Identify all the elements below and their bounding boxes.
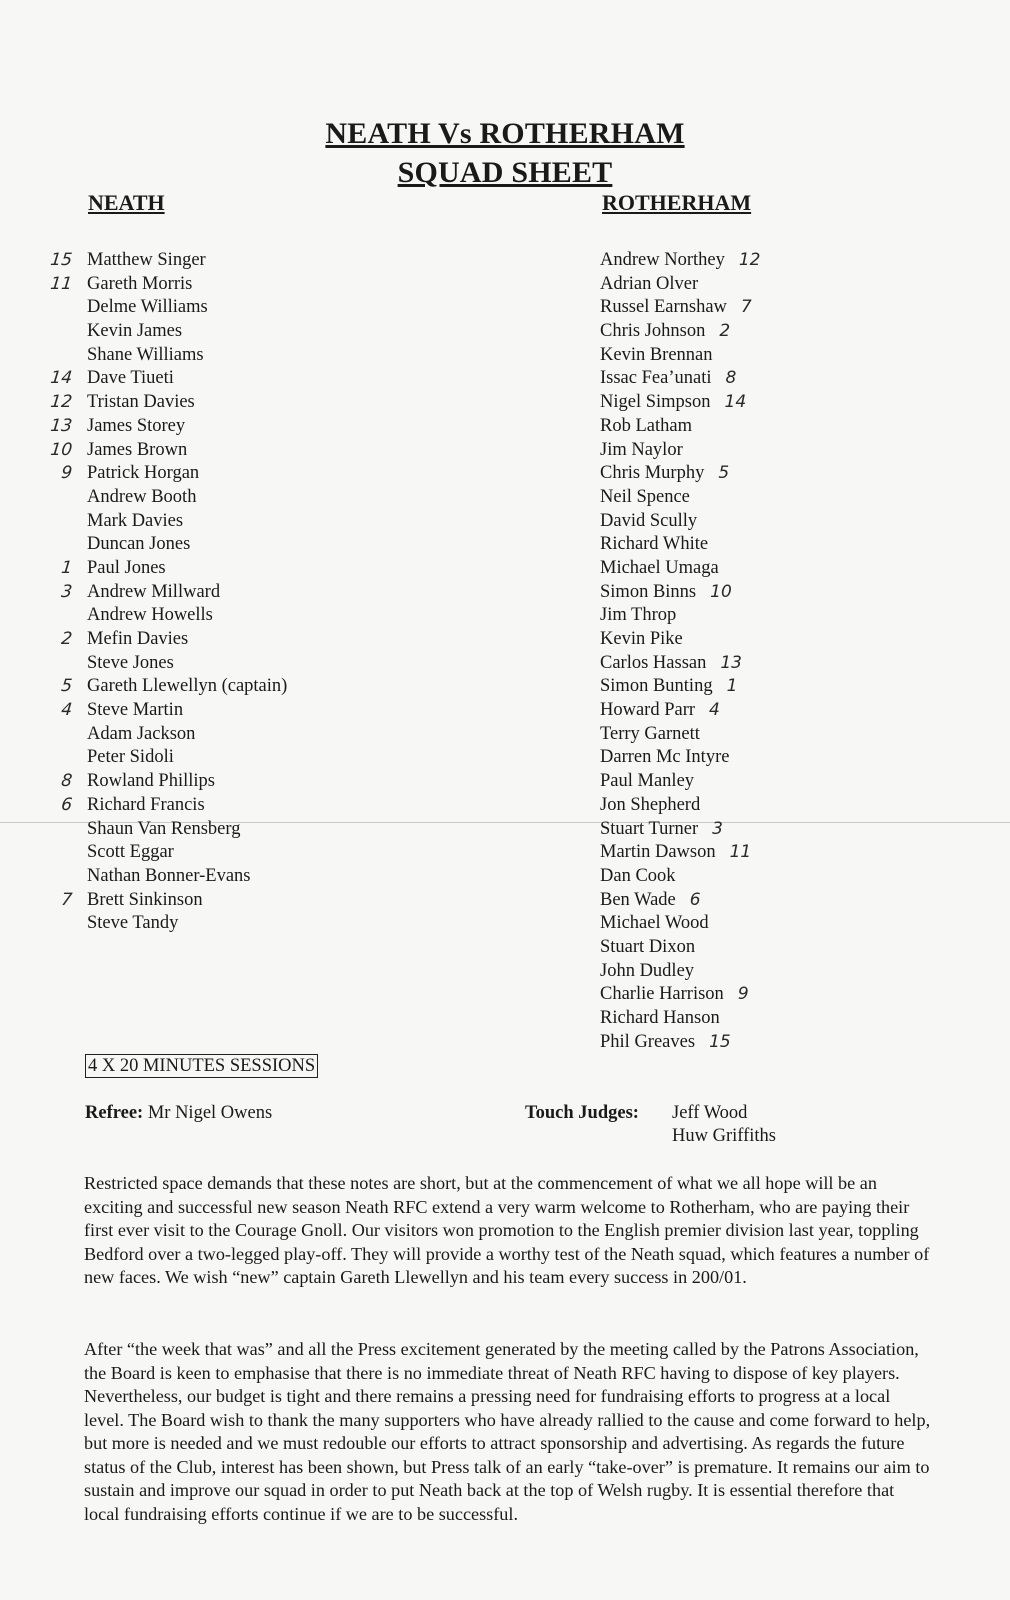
- player-row: [0, 652, 1010, 676]
- player-name: Chris Johnson: [600, 321, 706, 342]
- player-name: Jon Shepherd: [600, 794, 701, 815]
- player-row: [0, 1031, 1010, 1055]
- player-name: Shane Williams: [87, 344, 204, 365]
- player-entry: [600, 273, 712, 297]
- shirt-number: 2: [60, 629, 74, 649]
- player-name: Stuart Dixon: [600, 936, 696, 957]
- player-row: [0, 889, 1010, 913]
- player-name: Jim Throp: [600, 605, 677, 626]
- player-entry: [600, 367, 736, 391]
- player-name: Issac Fea’unati: [600, 368, 712, 389]
- player-name: Dan Cook: [600, 865, 676, 886]
- player-row: [0, 960, 1010, 984]
- shirt-number: 6: [689, 889, 701, 910]
- player-name: Simon Binns: [600, 581, 697, 602]
- player-entry: [600, 296, 752, 320]
- player-entry: [600, 462, 729, 486]
- player-name: Rob Latham: [600, 415, 692, 436]
- player-row: [0, 699, 1010, 723]
- player-row: [0, 415, 1010, 439]
- player-row: [0, 581, 1010, 605]
- player-entry: [600, 675, 737, 699]
- player-name: Jim Naylor: [600, 439, 683, 460]
- player-row: [0, 628, 1010, 652]
- player-name: Patrick Horgan: [87, 463, 200, 484]
- shirt-number: 1: [726, 676, 738, 697]
- player-row: [0, 841, 1010, 865]
- player-name: Paul Jones: [87, 557, 166, 578]
- player-entry: [600, 533, 722, 557]
- player-name: Steve Tandy: [87, 913, 179, 934]
- player-row: [0, 439, 1010, 463]
- player-row: [0, 770, 1010, 794]
- player-name: Michael Wood: [600, 913, 709, 934]
- player-name: Peter Sidoli: [87, 747, 174, 768]
- player-name: James Brown: [87, 439, 188, 460]
- player-entry: [600, 794, 714, 818]
- player-name: Martin Dawson: [600, 842, 716, 863]
- player-entry: [600, 770, 708, 794]
- player-name: Steve Jones: [87, 652, 174, 673]
- player-entry: [600, 557, 733, 581]
- player-row: [0, 983, 1010, 1007]
- player-name: Tristan Davies: [87, 392, 195, 413]
- player-name: Phil Greaves: [600, 1031, 696, 1052]
- player-entry: [600, 746, 743, 770]
- player-entry: [600, 912, 723, 936]
- player-entry: [600, 415, 706, 439]
- touch-judge-1: Jeff Wood: [672, 1103, 748, 1123]
- player-row: [0, 462, 1010, 486]
- player-name: Russel Earnshaw: [600, 297, 727, 318]
- player-name: Simon Bunting: [600, 676, 713, 697]
- player-name: Kevin Brennan: [600, 344, 713, 365]
- shirt-number: 4: [60, 700, 74, 721]
- player-row: [0, 818, 1010, 842]
- rotherham-roster: [0, 249, 1010, 1054]
- player-entry: [600, 604, 690, 628]
- shirt-number: 8: [60, 771, 74, 792]
- shirt-number: 14: [49, 368, 74, 389]
- page-subtitle: SQUAD SHEET: [397, 156, 613, 189]
- referee-label: Refree:: [85, 1103, 144, 1123]
- neath-heading: NEATH: [88, 190, 165, 215]
- player-entry: [600, 960, 708, 984]
- player-name: Richard White: [600, 534, 709, 555]
- player-name: Neil Spence: [600, 486, 690, 507]
- touch-judges-label: [525, 1102, 639, 1125]
- player-row: [0, 533, 1010, 557]
- shirt-number: 2: [719, 321, 731, 342]
- player-name: Nigel Simpson: [600, 392, 711, 413]
- player-name: Paul Manley: [600, 771, 695, 792]
- player-entry: [600, 652, 742, 676]
- notes-paragraph-2: After “the week that was” and all the Press excitement generated by the meeting called by the Patrons Association, the Board is keen to emphasise that there is no immediate threat of Neath RFC having to dispose of key players. Nevertheless, our budget is tight and there remains a pressing need for fundraising efforts to progress at a local level. The Board wish to thank the many supporters who have already rallied to the cause and come forward to help, but more is needed and we must redouble our efforts to attract sponsorship and advertising. As regards the future status of the Club, interest has been shown, but Press talk of an early “take-over” is premature. It remains our aim to sustain and improve our squad in order to put Neath back at the top of Welsh rugby. It is essential therefore that local fundraising efforts continue if we are to be successful.: [84, 1339, 931, 1524]
- player-entry: [600, 889, 701, 913]
- shirt-number: 4: [709, 700, 720, 721]
- shirt-number: 15: [709, 1031, 731, 1052]
- player-name: Andrew Millward: [87, 581, 221, 602]
- player-name: Mark Davies: [87, 510, 184, 531]
- shirt-number: 5: [718, 463, 730, 484]
- player-name: David Scully: [600, 510, 698, 531]
- shirt-number: 3: [712, 818, 723, 839]
- shirt-number: 7: [60, 889, 74, 910]
- player-name: John Dudley: [600, 960, 695, 981]
- player-row: [0, 912, 1010, 936]
- player-row: [0, 794, 1010, 818]
- player-row: [0, 675, 1010, 699]
- player-row: [0, 1007, 1010, 1031]
- shirt-number: 14: [724, 392, 747, 413]
- player-entry: [600, 510, 711, 534]
- touch-judges-names: [672, 1102, 776, 1148]
- player-entry: [600, 628, 697, 652]
- notes-paragraph-1: Restricted space demands that these notes are short, but at the commencement of what we all hope will be an exciting and successful new season Neath RFC extend a very warm welcome to Rotherham, who are paying their first ever visit to the Courage Gnoll. Our visitors won promotion to the English premier division last year, toppling Bedford over a two-legged play-off. They will provide a worthy test of the Neath squad, which features a number of new faces. We wish “new” captain Gareth Llewellyn and his team every success in 200/01.: [84, 1173, 930, 1287]
- player-row: [0, 273, 1010, 297]
- player-name: Carlos Hassan: [600, 652, 707, 673]
- player-row: [0, 865, 1010, 889]
- sessions-box: 4 X 20 MINUTES SESSIONS: [85, 1054, 318, 1078]
- rotherham-heading: ROTHERHAM: [602, 190, 752, 215]
- player-name: Adam Jackson: [87, 723, 196, 744]
- player-row: [0, 344, 1010, 368]
- player-row: [0, 296, 1010, 320]
- player-row: [0, 367, 1010, 391]
- player-row: [0, 557, 1010, 581]
- shirt-number: 10: [49, 439, 74, 460]
- player-entry: [600, 983, 749, 1007]
- player-name: Gareth Llewellyn (captain): [87, 676, 288, 697]
- player-row: [0, 249, 1010, 273]
- player-name: Matthew Singer: [87, 250, 206, 270]
- player-entry: [600, 1007, 734, 1031]
- shirt-number: 11: [49, 273, 74, 294]
- referee-line: [85, 1102, 272, 1125]
- player-entry: [600, 439, 697, 463]
- player-name: Delme Williams: [87, 297, 208, 318]
- shirt-number: 12: [49, 392, 74, 413]
- player-name: Ben Wade: [600, 889, 676, 910]
- player-entry: [600, 486, 704, 510]
- player-name: Shaun Van Rensberg: [87, 818, 241, 839]
- player-entry: [600, 865, 690, 889]
- player-entry: [600, 320, 730, 344]
- player-name: Charlie Harrison: [600, 984, 724, 1005]
- player-row: [0, 391, 1010, 415]
- shirt-number: 9: [737, 984, 749, 1005]
- shirt-number: 8: [725, 368, 737, 389]
- player-entry: [600, 1031, 731, 1055]
- player-name: Andrew Northey: [600, 250, 725, 270]
- player-name: Howard Parr: [600, 700, 696, 721]
- player-name: Rowland Phillips: [87, 771, 215, 792]
- player-entry: [600, 391, 746, 415]
- player-row: [0, 936, 1010, 960]
- shirt-number: 3: [60, 581, 74, 602]
- player-row: [0, 604, 1010, 628]
- touch-judges-label-text: Touch Judges:: [525, 1103, 639, 1123]
- player-name: Scott Eggar: [87, 842, 174, 863]
- player-name: Dave Tiueti: [87, 368, 174, 389]
- player-name: Andrew Howells: [87, 605, 213, 626]
- shirt-number: 13: [49, 415, 74, 436]
- player-entry: [600, 344, 727, 368]
- referee-name: Mr Nigel Owens: [147, 1103, 273, 1123]
- player-name: James Storey: [87, 415, 186, 436]
- player-name: Stuart Turner: [600, 818, 699, 839]
- shirt-number: 12: [738, 250, 761, 270]
- shirt-number: 1: [60, 557, 74, 578]
- player-name: Nathan Bonner-Evans: [87, 865, 251, 886]
- player-name: Chris Murphy: [600, 463, 705, 484]
- shirt-number: 13: [720, 652, 742, 673]
- shirt-number: 6: [60, 794, 74, 815]
- player-entry: [600, 818, 723, 842]
- player-name: Andrew Booth: [87, 486, 197, 507]
- player-name: Steve Martin: [87, 700, 184, 721]
- player-name: Mefin Davies: [87, 629, 189, 649]
- player-name: Michael Umaga: [600, 557, 719, 578]
- player-name: Richard Francis: [87, 794, 205, 815]
- player-row: [0, 486, 1010, 510]
- player-name: Kevin Pike: [600, 629, 683, 649]
- shirt-number: 10: [710, 581, 732, 602]
- player-name: Gareth Morris: [87, 273, 193, 294]
- player-name: Darren Mc Intyre: [600, 747, 730, 768]
- player-name: Richard Hanson: [600, 1008, 720, 1028]
- shirt-number: 15: [49, 250, 74, 270]
- shirt-number: 9: [60, 463, 74, 484]
- player-entry: [600, 249, 760, 273]
- player-entry: [600, 723, 714, 747]
- player-row: [0, 510, 1010, 534]
- player-name: Terry Garnett: [600, 723, 700, 744]
- player-name: Brett Sinkinson: [87, 889, 203, 910]
- player-row: [0, 746, 1010, 770]
- shirt-number: 7: [740, 297, 752, 318]
- player-entry: [600, 581, 732, 605]
- touch-judge-2: Huw Griffiths: [672, 1126, 776, 1146]
- player-name: Duncan Jones: [87, 534, 191, 555]
- player-name: Adrian Olver: [600, 273, 699, 294]
- player-entry: [600, 936, 709, 960]
- player-entry: [600, 699, 720, 723]
- player-row: [0, 320, 1010, 344]
- page-title: NEATH Vs ROTHERHAM: [325, 117, 685, 150]
- player-entry: [600, 841, 751, 865]
- shirt-number: 11: [729, 842, 752, 863]
- player-row: [0, 723, 1010, 747]
- shirt-number: 5: [60, 676, 74, 697]
- player-name: Kevin James: [87, 321, 183, 342]
